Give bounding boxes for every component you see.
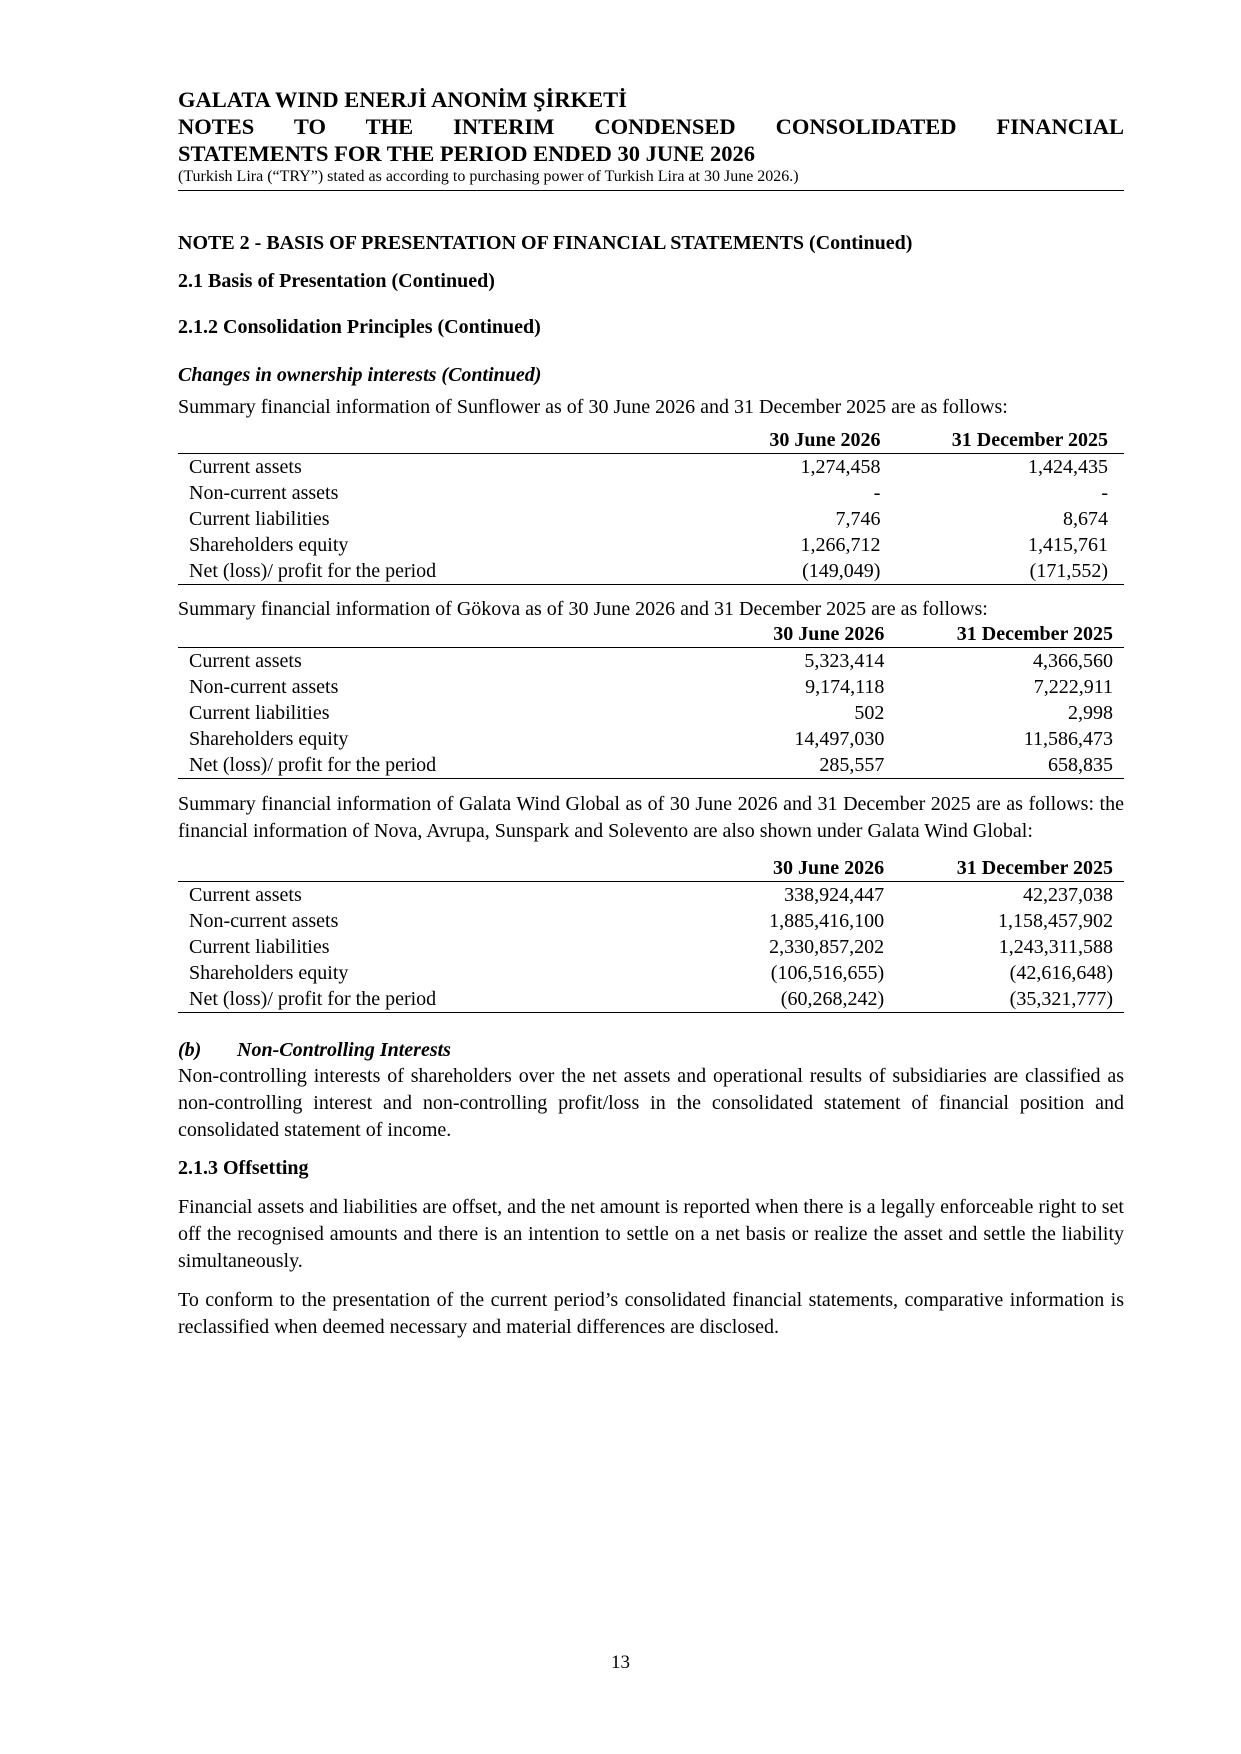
gokova-intro: Summary financial information of Gökova as of 30 June 2026 and 31 December 2025 are as follows:	[178, 598, 988, 620]
sunflower-intro: Summary financial information of Sunflower as of 30 June 2026 and 31 December 2025 are as follows:	[178, 396, 1008, 418]
value-2026: 1,266,712	[800, 534, 881, 556]
section-2-1-2-heading: 2.1.2 Consolidation Principles (Continued)	[178, 316, 541, 338]
row-label: Current liabilities	[189, 936, 330, 958]
value-2025: 1,415,761	[1028, 534, 1108, 556]
value-2026: 285,557	[726, 752, 885, 779]
table-row	[178, 674, 1124, 700]
value-2025: 2,998	[1068, 702, 1113, 724]
row-label: Non-current assets	[189, 910, 339, 932]
nci-text: Non-controlling interests of shareholders over the net assets and operational results of subsidiaries are classified as non-controlling interest and non-controlling profit/loss in the consolidated statement of financial position and consolidated statement of income.	[178, 1065, 1124, 1141]
table-row	[178, 934, 1124, 960]
nci-title: Non-Controlling Interests	[237, 1039, 451, 1061]
gokova-table	[178, 621, 1124, 779]
value-2025: 4,366,560	[1033, 650, 1113, 672]
table-header-row	[178, 621, 1124, 648]
row-label: Current assets	[189, 884, 302, 906]
col-30-june-2026: 30 June 2026	[726, 621, 885, 648]
value-2025: 8,674	[1063, 508, 1108, 530]
changes-heading: Changes in ownership interests (Continued)	[178, 364, 542, 386]
currency-note: (Turkish Lira (“TRY”) stated as according to purchasing power of Turkish Lira at 30 June 2026.)	[178, 167, 1124, 191]
value-2025: 658,835	[884, 752, 1124, 779]
value-2026: (149,049)	[722, 558, 880, 585]
table-row	[178, 648, 1124, 675]
table-row	[178, 752, 1124, 779]
value-2026: (106,516,655)	[770, 962, 885, 984]
value-2025: 11,586,473	[1023, 728, 1113, 750]
table-header-row	[178, 855, 1124, 882]
sunflower-table	[178, 427, 1124, 585]
value-2026: 5,323,414	[804, 650, 885, 672]
col-31-december-2025: 31 December 2025	[884, 855, 1124, 882]
row-label: Shareholders equity	[189, 962, 349, 984]
table-row	[178, 726, 1124, 752]
value-2026: -	[873, 482, 881, 504]
value-2026: 1,885,416,100	[769, 910, 885, 932]
label-header	[178, 621, 726, 648]
table-row	[178, 454, 1124, 481]
row-label: Current liabilities	[189, 702, 330, 724]
table-row	[178, 558, 1124, 585]
row-label: Non-current assets	[189, 676, 339, 698]
row-label: Net (loss)/ profit for the period	[178, 752, 726, 779]
value-2026: 1,274,458	[800, 456, 881, 478]
offsetting-paragraph-2: To conform to the presentation of the current period’s consolidated financial statements, comparative information is reclassified when deemed necessary and material differences are disclosed.	[178, 1289, 1124, 1338]
table-row	[178, 532, 1124, 558]
value-2026: (60,268,242)	[725, 986, 884, 1013]
row-label: Shareholders equity	[189, 728, 349, 750]
document-page	[178, 86, 1124, 1341]
value-2026: 9,174,118	[805, 676, 885, 698]
label-header	[178, 855, 725, 882]
value-2026: 2,330,857,202	[769, 936, 885, 958]
row-label: Current assets	[189, 456, 302, 478]
col-31-december-2025: 31 December 2025	[880, 427, 1124, 454]
row-label: Current liabilities	[189, 508, 330, 530]
galata-global-intro: Summary financial information of Galata Wind Global as of 30 June 2026 and 31 December 2025 are as follows: the financial information of Nova, Avrupa, Sunspark and Solevento are also shown under Galata Wind Global:	[178, 793, 1124, 842]
value-2025: (42,616,648)	[1009, 962, 1113, 984]
value-2025: 7,222,911	[1033, 676, 1113, 698]
row-label: Net (loss)/ profit for the period	[178, 558, 722, 585]
row-label: Net (loss)/ profit for the period	[178, 986, 725, 1013]
row-label: Shareholders equity	[189, 534, 349, 556]
value-2025: 1,243,311,588	[998, 936, 1113, 958]
offsetting-heading: 2.1.3 Offsetting	[178, 1157, 309, 1179]
table-row	[178, 882, 1124, 909]
value-2026: 7,746	[835, 508, 881, 530]
col-30-june-2026: 30 June 2026	[722, 427, 880, 454]
value-2025: 42,237,038	[1023, 884, 1113, 906]
value-2025: 1,158,457,902	[998, 910, 1113, 932]
galata-global-table	[178, 855, 1124, 1013]
note-title: NOTE 2 - BASIS OF PRESENTATION OF FINANCIAL STATEMENTS (Continued)	[178, 232, 913, 254]
value-2026: 14,497,030	[794, 728, 885, 750]
value-2025: (35,321,777)	[884, 986, 1124, 1013]
table-row	[178, 506, 1124, 532]
report-title-line1: NOTES TO THE INTERIM CONDENSED CONSOLIDATED FINANCIAL	[178, 114, 1124, 139]
table-row	[178, 700, 1124, 726]
table-row	[178, 908, 1124, 934]
table-header-row	[178, 427, 1124, 454]
value-2025: 1,424,435	[1028, 456, 1108, 478]
value-2026: 338,924,447	[784, 884, 885, 906]
table-row	[178, 986, 1124, 1013]
nci-heading	[178, 1037, 1124, 1063]
col-30-june-2026: 30 June 2026	[725, 855, 884, 882]
value-2025: -	[1101, 482, 1108, 504]
table-row	[178, 480, 1124, 506]
value-2026: 502	[854, 702, 885, 724]
row-label: Current assets	[189, 650, 302, 672]
col-31-december-2025: 31 December 2025	[884, 621, 1124, 648]
page-number: 13	[611, 1652, 630, 1673]
offsetting-paragraph-1: Financial assets and liabilities are offset, and the net amount is reported when there is a legally enforceable right to set off the recognised amounts and there is an intention to settle on a net basis or realize the asset and settle the liability simultaneously.	[178, 1196, 1124, 1272]
section-2-1-heading: 2.1 Basis of Presentation (Continued)	[178, 270, 495, 292]
value-2025: (171,552)	[880, 558, 1124, 585]
table-row	[178, 960, 1124, 986]
row-label: Non-current assets	[189, 482, 339, 504]
company-name: GALATA WIND ENERJİ ANONİM ŞİRKETİ	[178, 87, 627, 112]
label-header	[178, 427, 722, 454]
nci-tag: (b)	[178, 1039, 202, 1061]
report-title-line2: STATEMENTS FOR THE PERIOD ENDED 30 JUNE 2026	[178, 141, 755, 166]
